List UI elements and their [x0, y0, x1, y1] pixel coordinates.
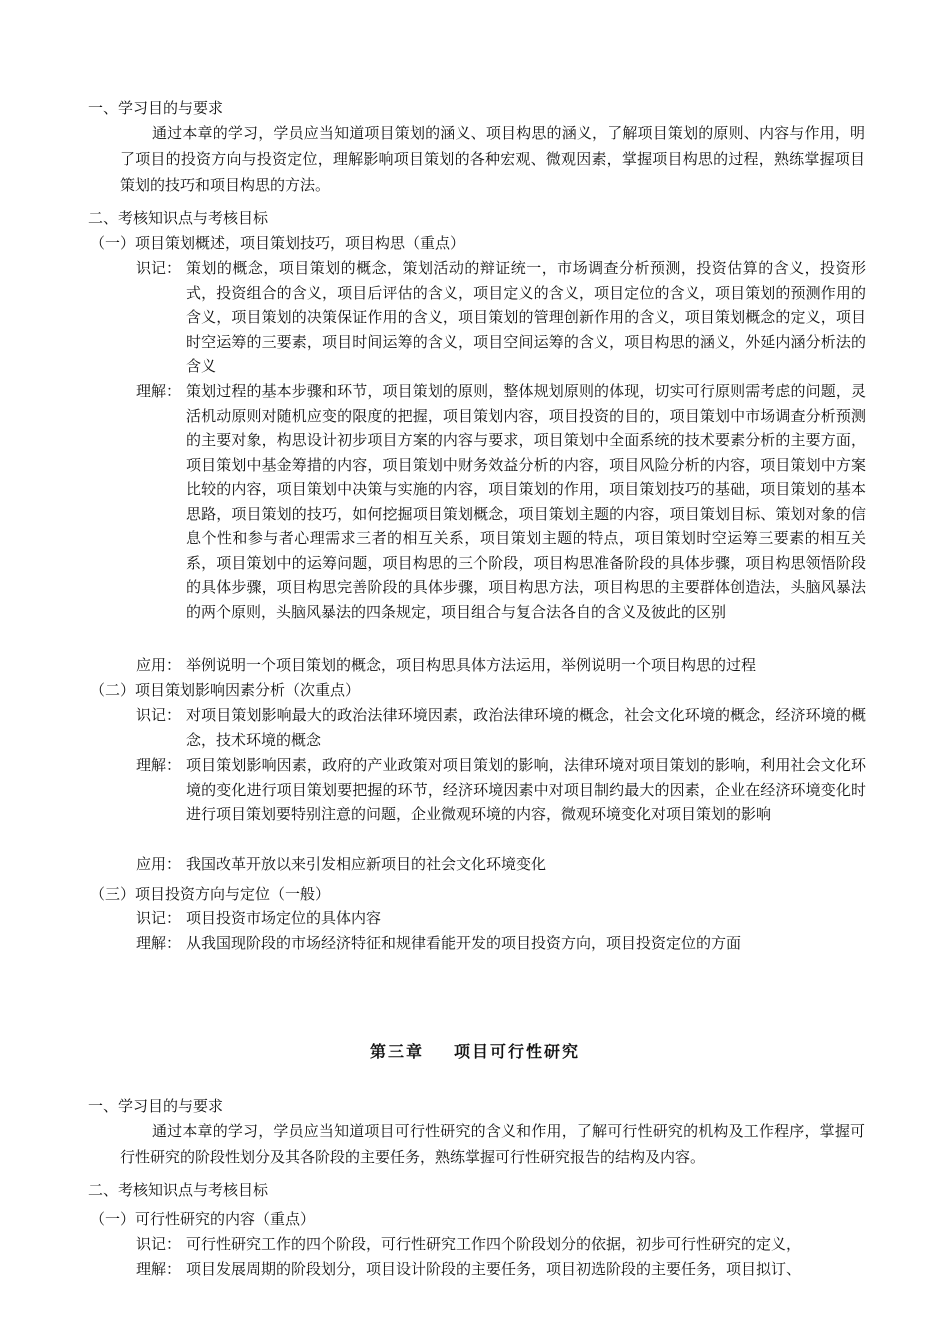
recall-text: 策划的概念，项目策划的概念，策划活动的辩证统一，市场调查分析预测，投资估算的含义，投资形式，投资组合的含义，项目后评估的含义，项目定义的含义，项目定位的含义，项目策划的预测作用的含义，项目策划的决策保证作用的含义，项目策划的管理创新作用的含义，项目策划概念的定义，项目时空运筹的三要素，项目时间运筹的含义，项目空间运筹的含义，项目构思的涵义，外延内涵分析法的含义: [186, 259, 866, 375]
section-heading-assessment: 二、考核知识点与考核目标: [88, 1181, 269, 1199]
recall-text: 可行性研究工作的四个阶段，可行性研究工作四个阶段划分的依据，初步可行性研究的定义，: [186, 1235, 802, 1253]
understand-label: 理解：: [136, 382, 182, 400]
understand-item-3: [136, 931, 866, 956]
recall-label: 识记：: [136, 259, 182, 277]
understand-label: 理解：: [136, 934, 182, 952]
recall-text: 对项目策划影响最大的政治法律环境因素，政治法律环境的概念，社会文化环境的概念，经济环境的概念，技术环境的概念: [186, 706, 866, 749]
understand-text: 策划过程的基本步骤和环节，项目策划的原则，整体规划原则的体现，切实可行原则需考虑的问题，灵活机动原则对随机应变的限度的把握，项目策划内容，项目投资的目的，项目策划中市场调查分析预测的主要对象，构思设计初步项目方案的内容与要求，项目策划中全面系统的技术要素分析的主要方面，项目策划中基金筹措的内容，项目策划中财务效益分析的内容，项目风险分析的内容，项目策划中方案比较的内容，项目策划中决策与实施的内容，项目策划的作用，项目策划技巧的基础，项目策划的基本思路，项目策划的技巧，如何挖掘项目策划概念，项目策划主题的内容，项目策划目标、策划对象的信息个性和参与者心理需求三者的相互关系，项目策划主题的特点，项目策划时空运筹三要素的相互关系，项目策划中的运筹问题，项目构思的三个阶段，项目构思准备阶段的具体步骤，项目构思领悟阶段的具体步骤，项目构思完善阶段的具体步骤，项目构思方法，项目构思的主要群体创造法，头脑风暴法的两个原则，头脑风暴法的四条规定，项目组合与复合法各自的含义及彼此的区别: [186, 382, 866, 621]
apply-label: 应用：: [136, 855, 182, 873]
understand-text: 项目策划影响因素，政府的产业政策对项目策划的影响，法律环境对项目策划的影响，利用社会文化环境的变化进行项目策划要把握的环节，经济环境因素中对项目制约最大的因素，企业在经济环境变化时进行项目策划要特别注意的问题，企业微观环境的内容，微观环境变化对项目策划的影响: [186, 756, 866, 823]
intro-paragraph: 通过本章的学习，学员应当知道项目策划的涵义、项目构思的涵义，了解项目策划的原则、内容与作用，明了项目的投资方向与投资定位，理解影响项目策划的各种宏观、微观因素，掌握项目构思的过程，熟练掌握项目策划的技巧和项目构思的方法。: [120, 124, 865, 194]
understand-item-2: [136, 753, 866, 827]
understand-label: 理解：: [136, 756, 182, 774]
recall-item-3: [136, 906, 866, 931]
section-heading-objectives: 一、学习目的与要求: [88, 99, 224, 117]
section-heading-assessment: 二、考核知识点与考核目标: [88, 209, 269, 227]
chapter-title: [0, 1040, 950, 1064]
understand-text: 项目发展周期的阶段划分，项目设计阶段的主要任务，项目初选阶段的主要任务，项目拟订、: [186, 1260, 802, 1278]
recall-label: 识记：: [136, 909, 182, 927]
intro-paragraph: 通过本章的学习，学员应当知道项目可行性研究的含义和作用，了解可行性研究的机构及工作程序，掌握可行性研究的阶段性划分及其各阶段的主要任务，熟练掌握可行性研究报告的结构及内容。: [120, 1122, 865, 1166]
recall-item-2: [136, 703, 866, 752]
apply-item-2: [136, 852, 866, 877]
recall-item-1: [136, 256, 866, 379]
understand-label: 理解：: [136, 1260, 182, 1278]
subsection-title-2: （二）项目策划影响因素分析（次重点）: [90, 681, 361, 699]
subsection-title-1: （一）项目策划概述，项目策划技巧，项目构思（重点）: [90, 234, 466, 252]
understand-text: 从我国现阶段的市场经济特征和规律看能开发的项目投资方向，项目投资定位的方面: [186, 934, 742, 952]
recall-label: 识记：: [136, 706, 182, 724]
chapter-number: 第三章: [369, 1042, 424, 1061]
recall-item-1: [136, 1232, 866, 1257]
subsection-title-1: （一）可行性研究的内容（重点）: [90, 1210, 316, 1228]
recall-text: 项目投资市场定位的具体内容: [186, 909, 382, 927]
apply-text: 我国改革开放以来引发相应新项目的社会文化环境变化: [186, 855, 547, 873]
understand-item-1: [136, 379, 866, 624]
apply-text: 举例说明一个项目策划的概念，项目构思具体方法运用，举例说明一个项目构思的过程: [186, 656, 757, 674]
apply-label: 应用：: [136, 656, 182, 674]
apply-item-1: [136, 653, 866, 678]
subsection-title-3: （三）项目投资方向与定位（一般）: [90, 885, 331, 903]
section-heading-objectives: 一、学习目的与要求: [88, 1097, 224, 1115]
understand-item-1: [136, 1257, 866, 1282]
recall-label: 识记：: [136, 1235, 182, 1253]
chapter-name: 项目可行性研究: [454, 1042, 581, 1061]
